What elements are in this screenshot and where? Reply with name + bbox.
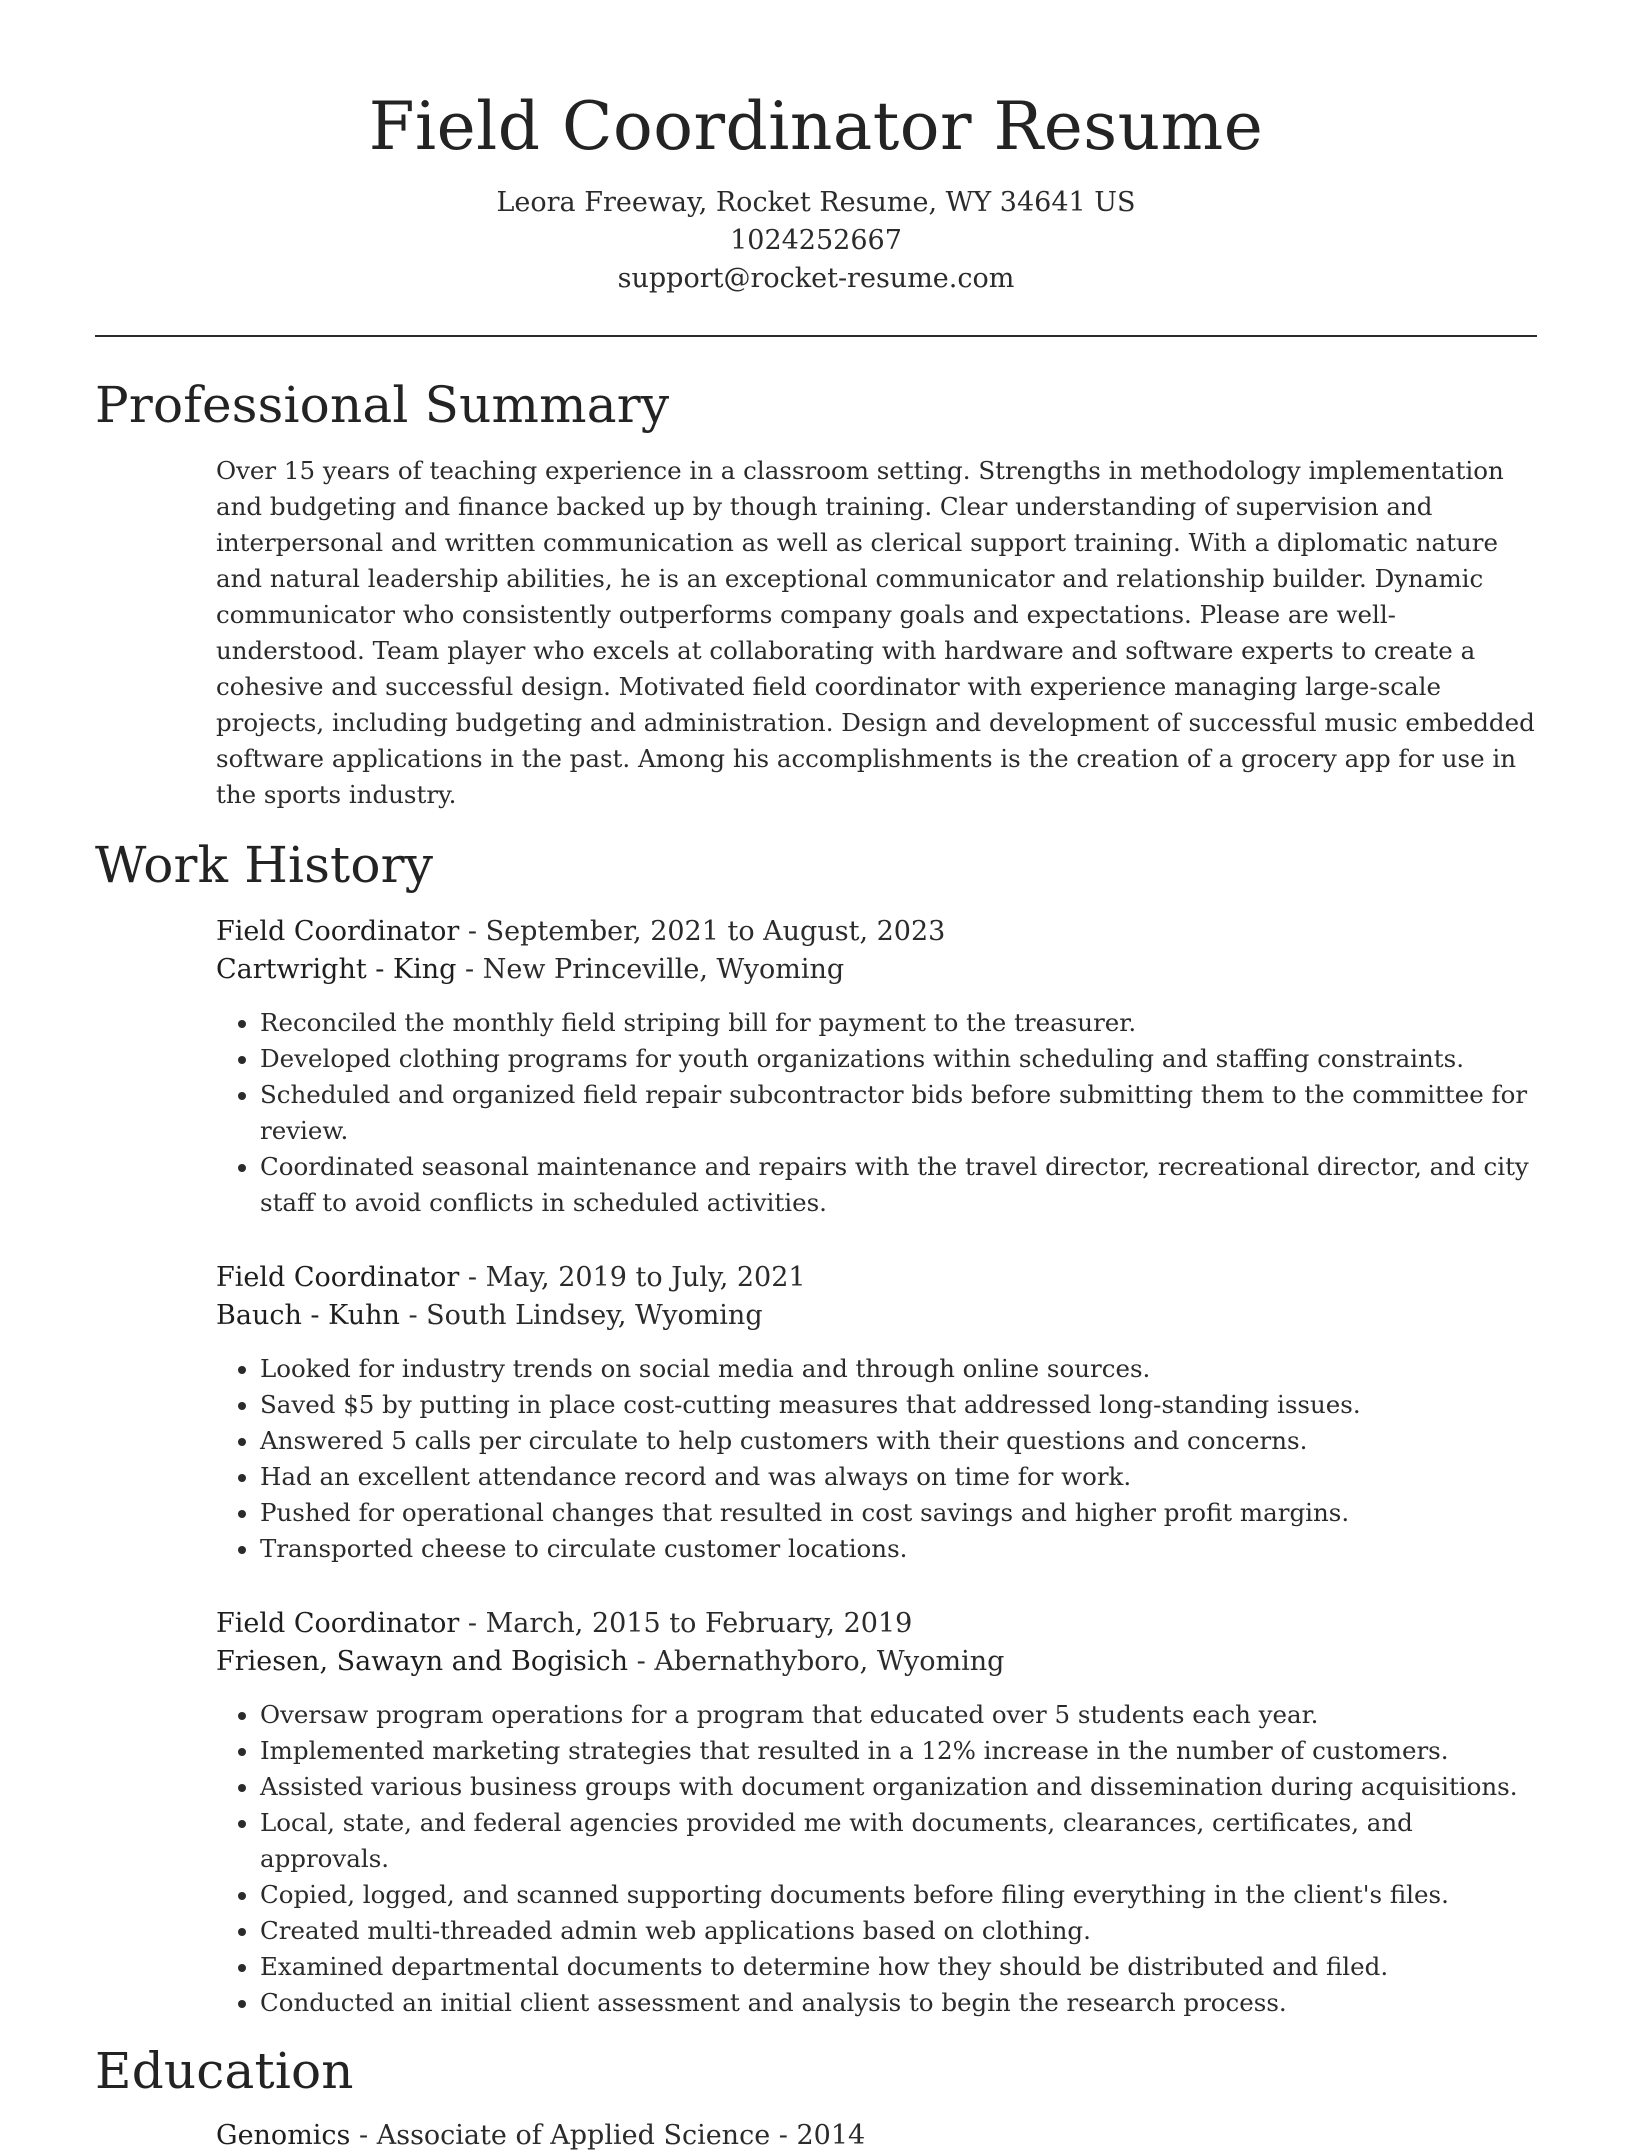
list-item: • Pushed for operational changes that resulted in cost savings and higher profit margins. bbox=[260, 1495, 1537, 1531]
job-company: Cartwright - King bbox=[216, 954, 457, 985]
job-company: Bauch - Kuhn bbox=[216, 1300, 400, 1331]
list-item: • Local, state, and federal agencies provided me with documents, clearances, certificates, and approvals. bbox=[260, 1805, 1537, 1877]
job-dates: - May, 2019 to July, 2021 bbox=[459, 1262, 806, 1293]
job-location: - New Princeville, Wyoming bbox=[456, 954, 845, 985]
job-entry bbox=[216, 913, 1537, 1221]
list-item: • Developed clothing programs for youth organizations within scheduling and staffing constraints. bbox=[260, 1041, 1537, 1077]
header-divider bbox=[95, 335, 1537, 337]
job-title-line bbox=[216, 1259, 1537, 1297]
list-item: • Had an excellent attendance record and was always on time for work. bbox=[260, 1459, 1537, 1495]
job-role: Field Coordinator bbox=[216, 916, 460, 947]
education-entry bbox=[216, 2117, 1537, 2155]
education-heading: Education bbox=[95, 2042, 354, 2100]
list-item: • Scheduled and organized field repair subcontractor bids before submitting them to the committee for review. bbox=[260, 1077, 1537, 1149]
job-role: Field Coordinator bbox=[216, 1608, 460, 1639]
list-item: • Transported cheese to circulate customer locations. bbox=[260, 1531, 1537, 1567]
job-bullet-list bbox=[216, 1351, 1537, 1567]
list-item: • Created multi-threaded admin web applications based on clothing. bbox=[260, 1913, 1537, 1949]
phone-text: 1024252667 bbox=[730, 225, 902, 256]
job-entry bbox=[216, 1605, 1537, 2021]
list-item: • Looked for industry trends on social media and through online sources. bbox=[260, 1351, 1537, 1387]
list-item: • Assisted various business groups with document organization and dissemination during acquisitions. bbox=[260, 1769, 1537, 1805]
contact-block bbox=[0, 184, 1632, 298]
summary-section bbox=[216, 453, 1537, 813]
summary-text: Over 15 years of teaching experience in a classroom setting. Strengths in methodology implementation and budgeting and finance backed up by though training. Clear understanding of supervision and interpersonal and written communication as well as clerical support training. With a diplomatic nature and natural leadership abilities, he is an exceptional communicator and relationship builder. Dynamic communicator who consistently outperforms company goals and expectations. Please are well-understood. Team player who excels at collaborating with hardware and software experts to create a cohesive and successful design. Motivated field coordinator with experience managing large-scale projects, including budgeting and administration. Design and development of successful music embedded software applications in the past. Among his accomplishments is the creation of a grocery app for use in the sports industry. bbox=[216, 456, 1535, 809]
job-title-line bbox=[216, 1605, 1537, 1643]
job-location: - Abernathyboro, Wyoming bbox=[628, 1646, 1005, 1677]
job-dates: - September, 2021 to August, 2023 bbox=[459, 916, 946, 947]
job-company-line bbox=[216, 951, 1537, 989]
job-location: - South Lindsey, Wyoming bbox=[399, 1300, 763, 1331]
education-field: Genomics bbox=[216, 2120, 351, 2151]
list-item: • Conducted an initial client assessment and analysis to begin the research process. bbox=[260, 1985, 1537, 2021]
work-history-section bbox=[216, 913, 1537, 2021]
list-item: • Reconciled the monthly field striping bill for payment to the treasurer. bbox=[260, 1005, 1537, 1041]
education-section bbox=[216, 2117, 1537, 2155]
list-item: • Saved $5 by putting in place cost-cutting measures that addressed long-standing issues. bbox=[260, 1387, 1537, 1423]
education-degree: - Associate of Applied Science - 2014 bbox=[350, 2120, 866, 2151]
summary-heading: Professional Summary bbox=[95, 376, 670, 434]
job-entry bbox=[216, 1259, 1537, 1567]
list-item: • Implemented marketing strategies that resulted in a 12% increase in the number of customers. bbox=[260, 1733, 1537, 1769]
job-company-line bbox=[216, 1643, 1537, 1681]
list-item: • Copied, logged, and scanned supporting documents before filing everything in the client's files. bbox=[260, 1877, 1537, 1913]
list-item: • Answered 5 calls per circulate to help customers with their questions and concerns. bbox=[260, 1423, 1537, 1459]
job-role: Field Coordinator bbox=[216, 1262, 460, 1293]
job-title-line bbox=[216, 913, 1537, 951]
address-text: Leora Freeway, Rocket Resume, WY 34641 US bbox=[496, 187, 1136, 218]
job-dates: - March, 2015 to February, 2019 bbox=[459, 1608, 913, 1639]
resume-title: Field Coordinator Resume bbox=[368, 88, 1264, 165]
job-company: Friesen, Sawayn and Bogisich bbox=[216, 1646, 629, 1677]
job-bullet-list bbox=[216, 1005, 1537, 1221]
work-history-heading: Work History bbox=[95, 836, 434, 894]
job-bullet-list bbox=[216, 1697, 1537, 2021]
resume-header bbox=[0, 0, 1632, 298]
list-item: • Coordinated seasonal maintenance and repairs with the travel director, recreational director, and city staff to avoid conflicts in scheduled activities. bbox=[260, 1149, 1537, 1221]
list-item: • Examined departmental documents to determine how they should be distributed and filed. bbox=[260, 1949, 1537, 1985]
job-company-line bbox=[216, 1297, 1537, 1335]
email-text: support@rocket-resume.com bbox=[617, 263, 1015, 294]
list-item: • Oversaw program operations for a program that educated over 5 students each year. bbox=[260, 1697, 1537, 1733]
